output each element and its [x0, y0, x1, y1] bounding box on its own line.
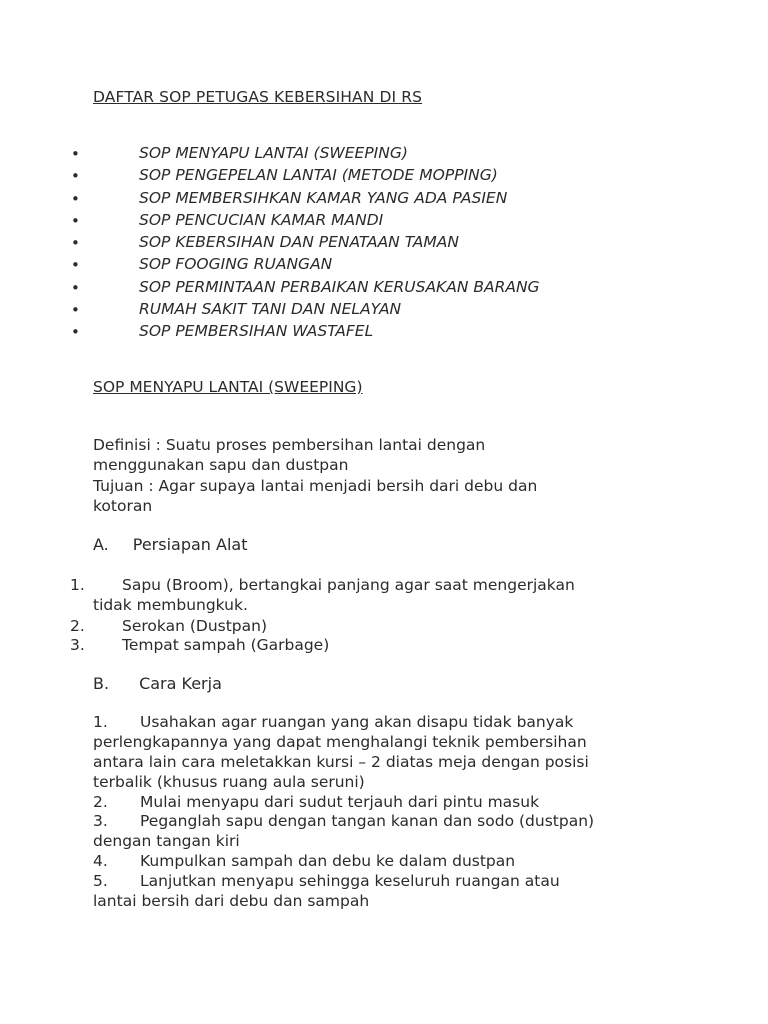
list-item-continuation: perlengkapannya yang dapat menghalangi teknik pembersihan — [93, 732, 587, 751]
list-item-text: RUMAH SAKIT TANI DAN NELAYAN — [139, 300, 402, 319]
bullet-icon: • — [71, 323, 80, 342]
list-item-text: Peganglah sapu dengan tangan kanan dan sodo (dustpan) — [140, 812, 595, 831]
list-item — [93, 713, 713, 733]
list-item-number: 3. — [93, 812, 108, 831]
list-item-text: Serokan (Dustpan) — [122, 616, 268, 635]
section-b-heading — [93, 674, 222, 693]
bullet-icon: • — [71, 278, 80, 297]
list-item-number: 4. — [93, 852, 108, 871]
list-item-number: 2. — [70, 616, 85, 635]
bullet-icon: • — [71, 301, 80, 320]
section-b-title: Cara Kerja — [139, 674, 222, 693]
list-item — [93, 812, 713, 832]
list-item-number: 2. — [93, 792, 108, 811]
bullet-icon: • — [71, 211, 80, 230]
list-item-text: Sapu (Broom), bertangkai panjang agar saat mengerjakan — [122, 576, 575, 594]
definisi-line: Definisi : Suatu proses pembersihan lantai dengan — [93, 436, 486, 454]
sop-bullet-list — [0, 144, 768, 345]
bullet-icon: • — [71, 167, 80, 186]
list-item — [0, 322, 768, 344]
list-item-continuation: dengan tangan kiri — [93, 832, 240, 851]
list-item-text: Lanjutkan menyapu sehingga keseluruh ruangan atau — [140, 872, 560, 891]
list-item-text: SOP PERMINTAAN PERBAIKAN KERUSAKAN BARANG — [139, 277, 540, 296]
section-a-title: Persiapan Alat — [132, 535, 248, 554]
list-item-continuation: terbalik (khusus ruang aula seruni) — [93, 772, 365, 791]
definisi-line: menggunakan sapu dan dustpan — [93, 456, 349, 475]
tujuan-line: kotoran — [93, 496, 153, 515]
bullet-icon: • — [71, 145, 80, 163]
list-item-text: tidak membungkuk. — [93, 596, 248, 615]
bullet-icon: • — [71, 256, 80, 275]
list-item-text: SOP PENCUCIAN KAMAR MANDI — [139, 210, 384, 229]
list-item — [0, 255, 768, 277]
list-item — [0, 166, 768, 188]
list-item — [0, 233, 768, 255]
list-item-number: 1. — [70, 576, 85, 594]
section-b-letter: B. — [93, 674, 110, 693]
list-item — [0, 575, 768, 616]
tujuan-line: Tujuan : Agar supaya lantai menjadi bersih dari debu dan — [93, 476, 538, 495]
list-item — [0, 189, 768, 211]
list-item-text: SOP FOOGING RUANGAN — [139, 255, 333, 274]
persiapan-alat-list — [0, 575, 768, 655]
list-item-number: 3. — [70, 636, 85, 655]
list-item — [0, 278, 768, 300]
definition-block — [93, 435, 693, 516]
list-item-text: Tempat sampah (Garbage) — [122, 636, 330, 655]
section-title: SOP MENYAPU LANTAI (SWEEPING) — [93, 378, 363, 396]
list-item-text: Mulai menyapu dari sudut terjauh dari pintu masuk — [140, 792, 540, 811]
list-item-text: SOP MEMBERSIHKAN KAMAR YANG ADA PASIEN — [139, 188, 508, 207]
list-item — [93, 872, 713, 892]
list-item — [93, 852, 713, 872]
list-item — [0, 211, 768, 233]
bullet-icon: • — [71, 189, 80, 208]
bullet-icon: • — [71, 234, 80, 253]
list-item-continuation: antara lain cara meletakkan kursi – 2 diatas meja dengan posisi — [93, 752, 589, 771]
list-item-text: Kumpulkan sampah dan debu ke dalam dustpan — [140, 852, 516, 871]
list-item-number: 1. — [93, 713, 108, 731]
section-a-letter: A. — [93, 535, 109, 554]
list-item-text: SOP MENYAPU LANTAI (SWEEPING) — [139, 144, 408, 162]
list-item-text: SOP PEMBERSIHAN WASTAFEL — [139, 322, 374, 341]
list-item-text: SOP KEBERSIHAN DAN PENATAAN TAMAN — [139, 233, 459, 252]
list-item — [0, 300, 768, 322]
cara-kerja-list — [93, 713, 713, 912]
document-title: DAFTAR SOP PETUGAS KEBERSIHAN DI RS — [93, 88, 423, 106]
list-item-continuation: lantai bersih dari debu dan sampah — [93, 892, 370, 911]
list-item-text: Usahakan agar ruangan yang akan disapu tidak banyak — [140, 713, 574, 731]
list-item-text: SOP PENGEPELAN LANTAI (METODE MOPPING) — [139, 166, 498, 185]
section-a-heading — [93, 535, 248, 554]
list-item — [93, 793, 713, 813]
list-item — [0, 616, 768, 636]
list-item-number: 5. — [93, 872, 108, 891]
list-item — [0, 144, 768, 166]
list-item — [0, 635, 768, 655]
